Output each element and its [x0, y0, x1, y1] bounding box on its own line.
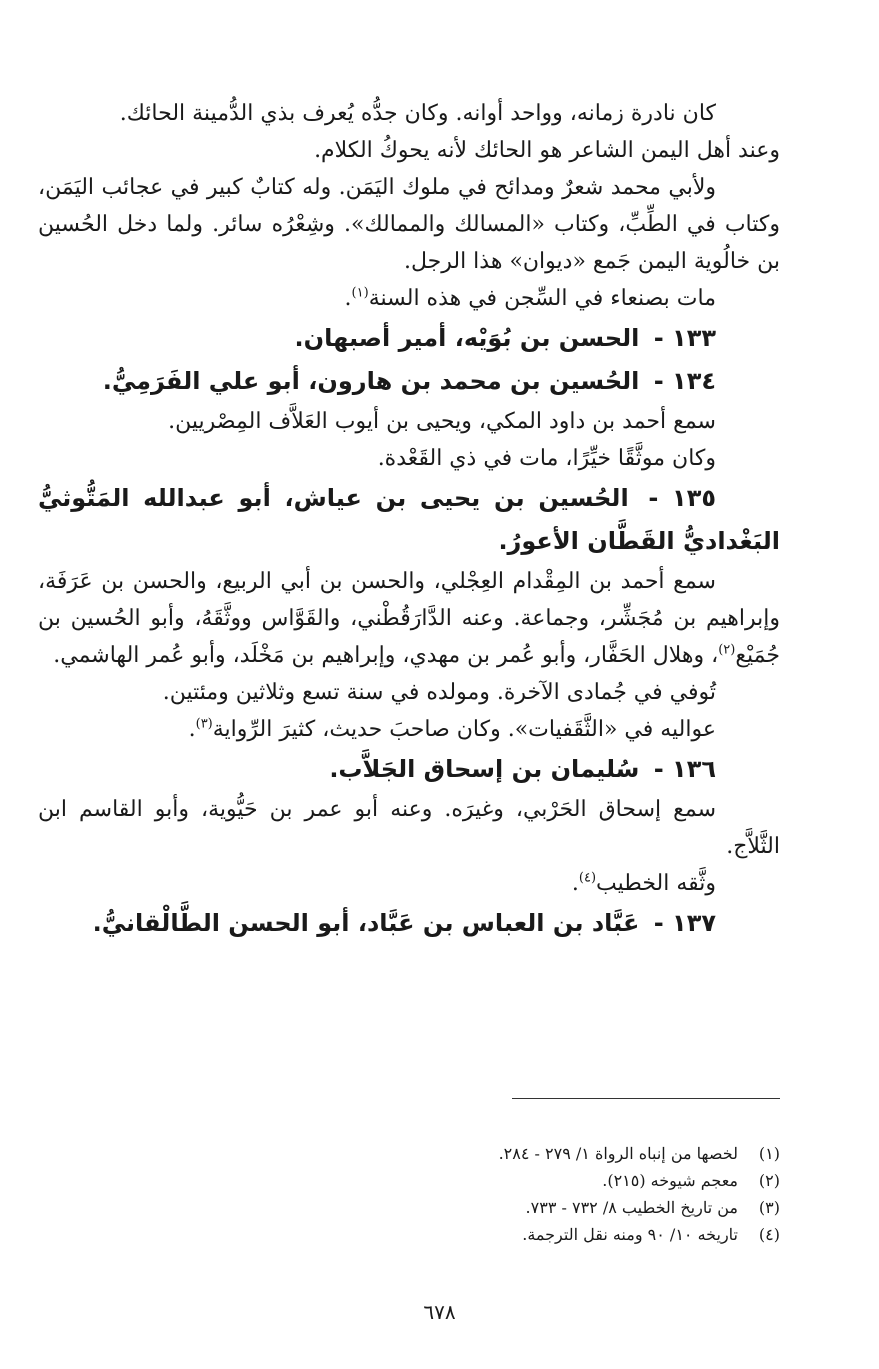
- entry-number: ١٣٦ -: [653, 755, 716, 783]
- footnote-divider: [512, 1098, 780, 1099]
- paragraph-line: كان نادرة زمانه، وواحد أوانه. وكان جدُّه يُعرف بذي الدُّمينة الحائك.: [119, 101, 716, 126]
- paragraph-text: ، وهلال الحَفَّار، وأبو عُمر بن مهدي، وإبراهيم بن مَخْلَد، وأبو عُمر الهاشمي.: [53, 643, 719, 668]
- entry-name: الحُسين بن يحيى بن عياش، أبو عبدالله المَتُّوثيُّ البَغْداديُّ القَطَّان الأعورُ.: [38, 484, 780, 555]
- footnote: [300, 1221, 780, 1248]
- entry-heading: [38, 902, 780, 945]
- paragraph: [38, 865, 780, 902]
- paragraph-text: وثَّقه الخطيب: [596, 871, 716, 896]
- entry-name: الحسن بن بُوَيْه، أمير أصبهان.: [294, 324, 640, 352]
- entry-number: ١٣٧ -: [653, 909, 716, 937]
- paragraph: سمع إسحاق الحَرْبي، وغيرَه. وعنه أبو عمر بن حَيُّوية، وأبو القاسم ابن الثَّلاَّج.: [38, 797, 780, 859]
- entry-number: ١٣٥ -: [648, 484, 716, 512]
- paragraph-text: .: [344, 286, 352, 311]
- paragraph-text: .: [571, 871, 579, 896]
- footnote-text: من تاريخ الخطيب ٨/ ٧٣٢ - ٧٣٣.: [525, 1198, 738, 1217]
- footnote-number: (٤): [758, 1225, 780, 1244]
- paragraph-text: سمع أحمد بن المِقْدام العِجْلي، والحسن بن أبي الربيع، والحسن بن عَرَفَة، وإبراهيم بن مُجَشِّر، وجماعة. وعنه الدَّارَقُطْني، والقَوَّاس ووثَّقَهُ، وأبو الحُسين بن جُمَيْع: [38, 569, 780, 668]
- paragraph-line: وكان موثَّقًا خيِّرًا، مات في ذي القَعْدة.: [377, 446, 716, 471]
- footnote-number: (٢): [758, 1171, 780, 1190]
- footnote-ref: (٤): [578, 870, 597, 886]
- entry-heading: [38, 477, 780, 563]
- footnote: [300, 1167, 780, 1194]
- entry-heading: [38, 317, 780, 360]
- footnote-ref: (٢): [718, 642, 736, 658]
- footnotes: [300, 1140, 780, 1248]
- paragraph-text: مات بصنعاء في السِّجن في هذه السنة: [368, 286, 716, 311]
- paragraph-text: عواليه في «الثَّقَفيات». وكان صاحبَ حديث، كثيرَ الرِّواية: [212, 717, 716, 742]
- paragraph: [38, 563, 780, 674]
- entry-name: سُليمان بن إسحاق الجَلاَّب.: [329, 755, 640, 783]
- paragraph: ولأبي محمد شعرٌ ومدائح في ملوك اليَمَن. وله كتابٌ كبير في عجائب اليَمَن، وكتاب في الطِّبِّ، وكتاب «المسالك والممالك». وشِعْرُه سائر. ولما دخل الحُسين بن خالُوية اليمن جَمع «ديوان» هذا الرجل.: [38, 175, 780, 274]
- entry-number: ١٣٤ -: [653, 367, 716, 395]
- footnote: [300, 1194, 780, 1221]
- page-number: ٦٧٨: [423, 1300, 456, 1324]
- footnote-ref: (١): [351, 285, 369, 301]
- entry-heading: [38, 748, 780, 791]
- footnote-number: (١): [758, 1144, 780, 1163]
- entry-heading: [38, 360, 780, 403]
- entry-number: ١٣٣ -: [653, 324, 716, 352]
- footnote-number: (٣): [758, 1198, 780, 1217]
- paragraph-line: وعند أهل اليمن الشاعر هو الحائك لأنه يحوكُ الكلام.: [314, 138, 780, 163]
- paragraph-text: .: [188, 717, 196, 742]
- footnote-text: لخصها من إنباه الرواة ١/ ٢٧٩ - ٢٨٤.: [498, 1144, 738, 1163]
- paragraph: [38, 280, 780, 317]
- footnote: [300, 1140, 780, 1167]
- footnote-text: تاريخه ١٠/ ٩٠ ومنه نقل الترجمة.: [522, 1225, 738, 1244]
- footnote-text: معجم شيوخه (٢١٥).: [602, 1171, 738, 1190]
- paragraph: تُوفي في جُمادى الآخرة. ومولده في سنة تسع وثلاثين ومئتين.: [162, 680, 716, 705]
- entry-name: عَبَّاد بن العباس بن عَبَّاد، أبو الحسن الطَّالْقانيُّ.: [92, 909, 640, 937]
- page-body: [38, 95, 780, 945]
- paragraph-line: سمع أحمد بن داود المكي، ويحيى بن أيوب العَلاَّف المِصْريين.: [168, 409, 716, 434]
- footnote-ref: (٣): [195, 716, 213, 732]
- paragraph: [38, 711, 780, 748]
- entry-name: الحُسين بن محمد بن هارون، أبو علي الفَرَمِيُّ.: [102, 367, 640, 395]
